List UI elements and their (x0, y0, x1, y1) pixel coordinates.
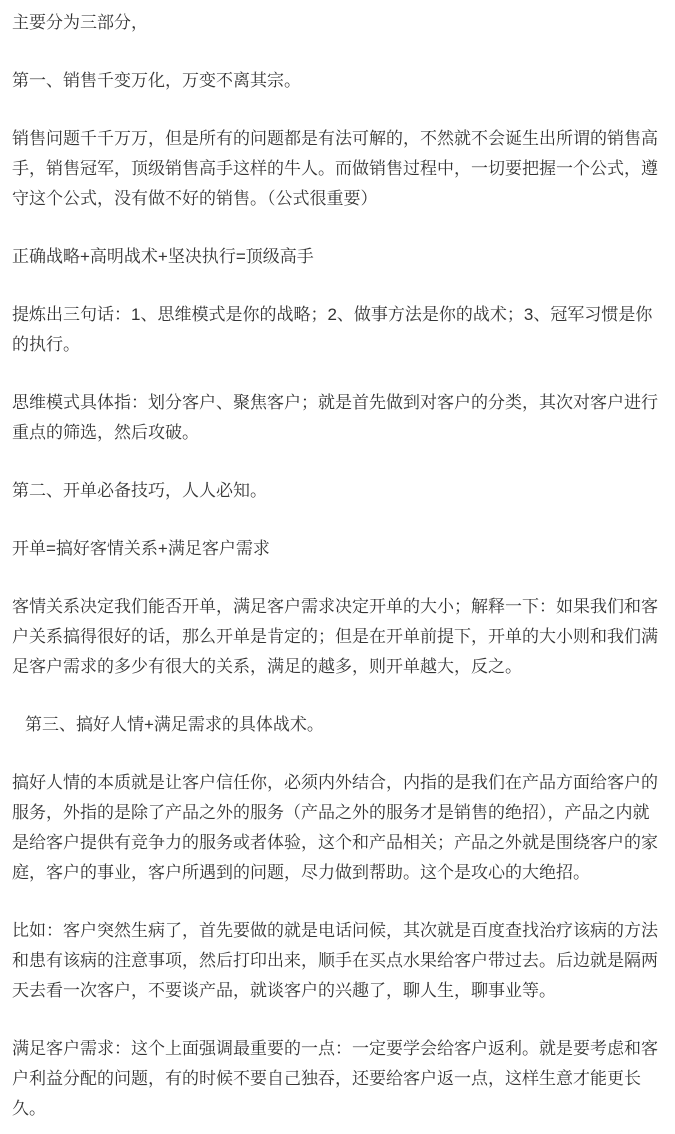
paragraph-part2-heading: 第二、开单必备技巧，人人必知。 (12, 481, 267, 500)
paragraph-formula-order: 开单=搞好客情关系+满足客户需求 (12, 539, 270, 558)
paragraph-three-points: 提炼出三句话：1、思维模式是你的战略；2、做事方法是你的战术；3、冠军习惯是你的执行。 (12, 305, 653, 354)
paragraph-needs-body: 满足客户需求：这个上面强调最重要的一点：一定要学会给客户返利。就是要考虑和客户利益分配的问题，有的时候不要自己独吞，还要给客户返一点，这样生意才能更长久。 (12, 1039, 658, 1118)
paragraph-part2-body: 客情关系决定我们能否开单，满足客户需求决定开单的大小；解释一下：如果我们和客户关系搞得很好的话，那么开单是肯定的；但是在开单前提下，开单的大小则和我们满足客户需求的多少有很大的关系，满足的越多，则开单越大，反之。 (12, 597, 658, 676)
paragraph-part3-heading: 第三、搞好人情+满足需求的具体战术。 (25, 715, 324, 734)
paragraph-part3-body: 搞好人情的本质就是让客户信任你，必须内外结合，内指的是我们在产品方面给客户的服务，外指的是除了产品之外的服务（产品之外的服务才是销售的绝招），产品之内就是给客户提供有竞争力的服务或者体验，这个和产品相关；产品之外就是围绕客户的家庭，客户的事业，客户所遇到的问题，尽力做到帮助。这个是攻心的大绝招。 (12, 773, 658, 882)
paragraph-mindset-detail: 思维模式具体指：划分客户、聚焦客户；就是首先做到对客户的分类，其次对客户进行重点的筛选，然后攻破。 (12, 393, 658, 442)
paragraph-intro: 主要分为三部分， (12, 13, 148, 32)
paragraph-example: 比如：客户突然生病了，首先要做的就是电话问候，其次就是百度查找治疗该病的方法和患有该病的注意事项，然后打印出来，顺手在买点水果给客户带过去。后边就是隔两天去看一次客户，不要谈产品，就谈客户的兴趣了，聊人生，聊事业等。 (12, 921, 658, 1000)
paragraph-formula-top: 正确战略+高明战术+坚决执行=顶级高手 (12, 247, 314, 266)
paragraph-part1-body: 销售问题千千万万，但是所有的问题都是有法可解的，不然就不会诞生出所谓的销售高手，销售冠军，顶级销售高手这样的牛人。而做销售过程中，一切要把握一个公式，遵守这个公式，没有做不好的销售。（公式很重要） (12, 129, 658, 208)
paragraph-part1-heading: 第一、销售千变万化，万变不离其宗。 (12, 71, 301, 90)
